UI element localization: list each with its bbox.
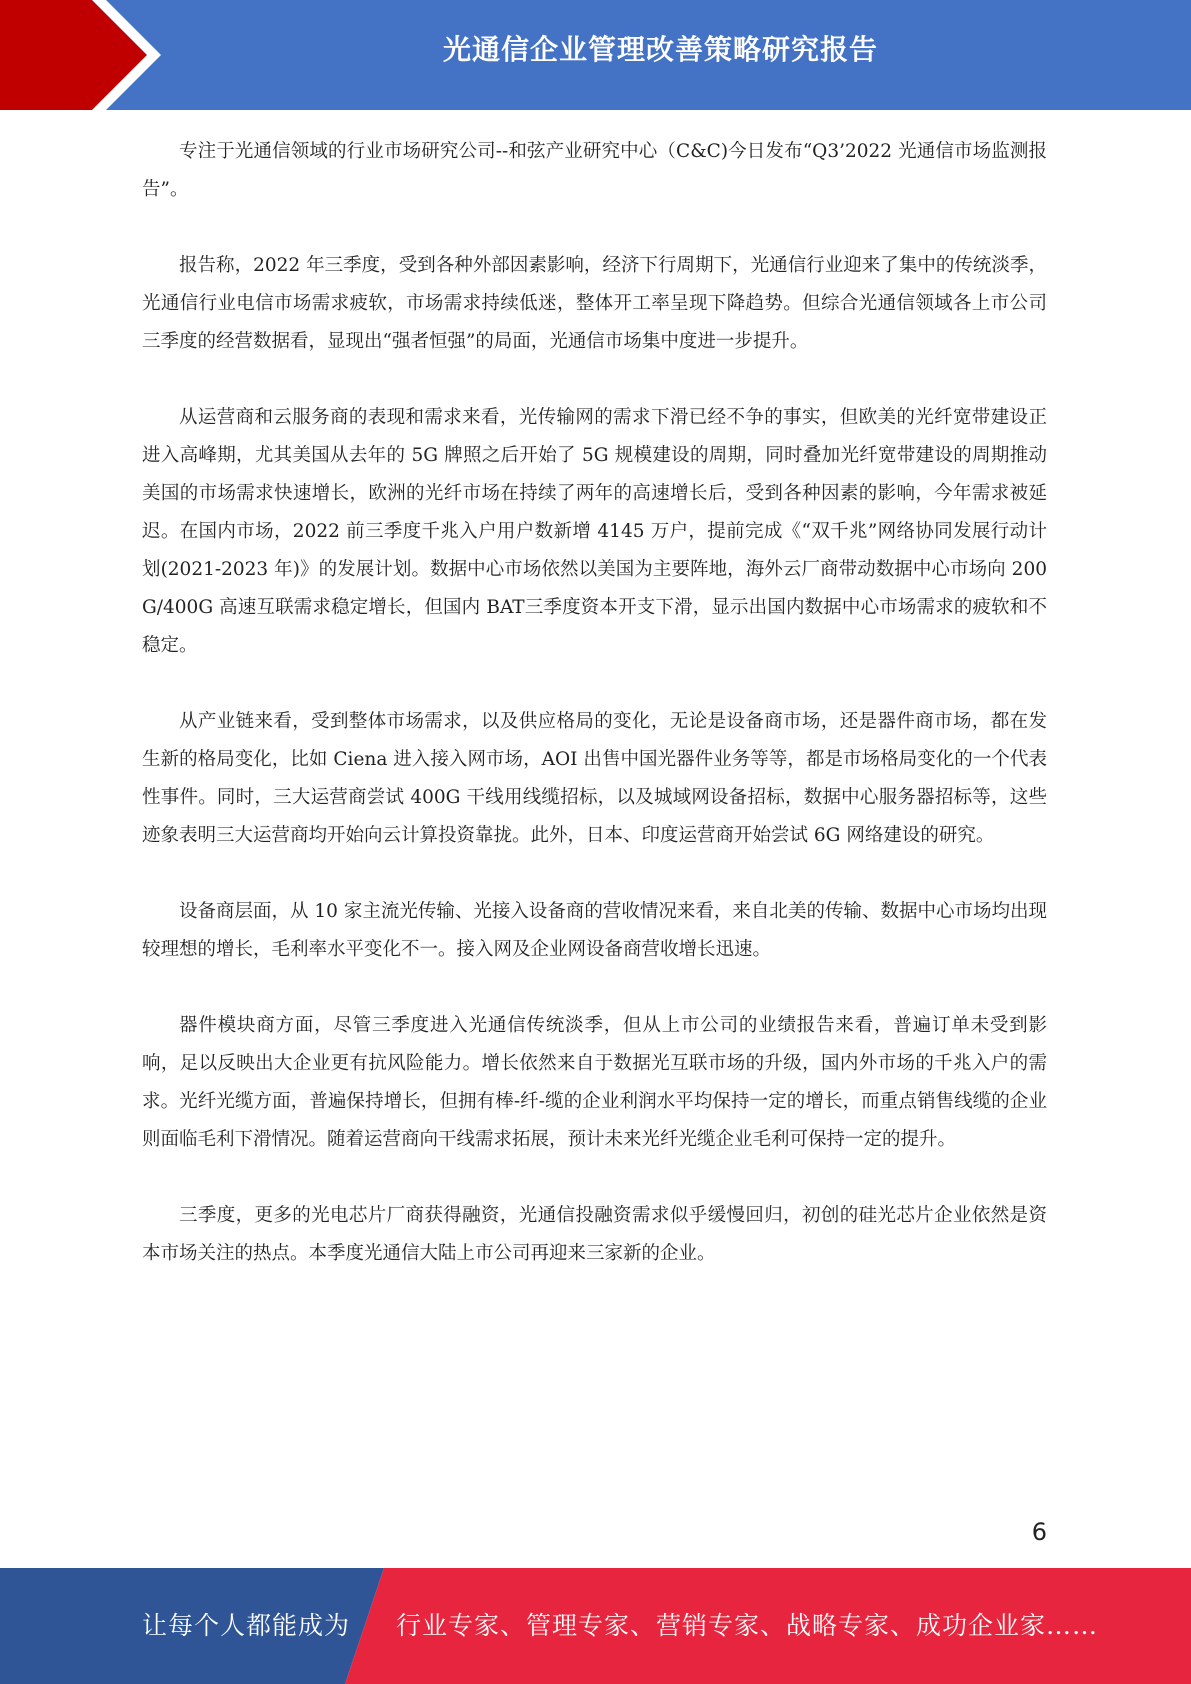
- paragraph-q3-overview: 报告称，2022 年三季度，受到各种外部因素影响，经济下行周期下，光通信行业迎来了集中的传统淡季，光通信行业电信市场需求疲软，市场需求持续低迷，整体开工率呈现下降趋势。但综合光通信领域各上市公司三季度的经营数据看，显现出“强者恒强”的局面，光通信市场集中度进一步提升。: [142, 255, 1047, 352]
- report-body: [142, 133, 1047, 1311]
- paragraph-equipment-vendors: 设备商层面，从 10 家主流光传输、光接入设备商的营收情况来看，来自北美的传输、数据中心市场均出现较理想的增长，毛利率水平变化不一。接入网及企业网设备商营收增长迅速。: [142, 901, 1047, 960]
- header-banner: [0, 0, 1191, 110]
- paragraph-component-modules: 器件模块商方面，尽管三季度进入光通信传统淡季，但从上市公司的业绩报告来看，普遍订单未受到影响，足以反映出大企业更有抗风险能力。增长依然来自于数据光互联市场的升级，国内外市场的千兆入户的需求。光纤光缆方面，普遍保持增长，但拥有棒-纤-缆的企业利润水平均保持一定的增长，而重点销售线缆的企业则面临毛利下滑情况。随着运营商向干线需求拓展，预计未来光纤光缆企业毛利可保持一定的提升。: [142, 1015, 1047, 1150]
- page-number: 6: [1031, 1518, 1047, 1546]
- footer-banner: [0, 1568, 1191, 1684]
- document-title: 光通信企业管理改善策略研究报告: [442, 33, 878, 66]
- paragraph-financing: 三季度，更多的光电芯片厂商获得融资，光通信投融资需求似乎缓慢回归，初创的硅光芯片企业依然是资本市场关注的热点。本季度光通信大陆上市公司再迎来三家新的企业。: [142, 1205, 1047, 1264]
- header-arrow-decoration: [0, 0, 170, 110]
- paragraph-operators-cloud: 从运营商和云服务商的表现和需求来看，光传输网的需求下滑已经不争的事实，但欧美的光纤宽带建设正进入高峰期，尤其美国从去年的 5G 牌照之后开始了 5G 规模建设的周期，同时叠加光纤宽带建设的周期推动美国的市场需求快速增长，欧洲的光纤市场在持续了两年的高速增长后，受到各种因素的影响，今年需求被延迟。在国内市场，2022 前三季度千兆入户用户数新增 4145 万户，提前完成《“双千兆”网络协同发展行动计划(2021-2023 年)》的发展计划。数据中心市场依然以美国为主要阵地，海外云厂商带动数据中心市场向 200G/400G 高速互联需求稳定增长，但国内 BAT三季度资本开支下滑，显示出国内数据中心市场需求的疲软和不稳定。: [142, 407, 1047, 656]
- paragraph-intro: 专注于光通信领域的行业市场研究公司--和弦产业研究中心（C&C)今日发布“Q3’2022 光通信市场监测报告”。: [142, 141, 1047, 200]
- footer-slogan-left: 让每个人都能成为: [142, 1611, 351, 1640]
- footer-slogan-right: 行业专家、管理专家、营销专家、战略专家、成功企业家……: [396, 1611, 1099, 1640]
- paragraph-industry-chain: 从产业链来看，受到整体市场需求，以及供应格局的变化，无论是设备商市场，还是器件商市场，都在发生新的格局变化，比如 Ciena 进入接入网市场，AOI 出售中国光器件业务等等，都是市场格局变化的一个代表性事件。同时，三大运营商尝试 400G 干线用线缆招标，以及城域网设备招标，数据中心服务器招标等，这些迹象表明三大运营商均开始向云计算投资靠拢。此外，日本、印度运营商开始尝试 6G 网络建设的研究。: [142, 711, 1047, 846]
